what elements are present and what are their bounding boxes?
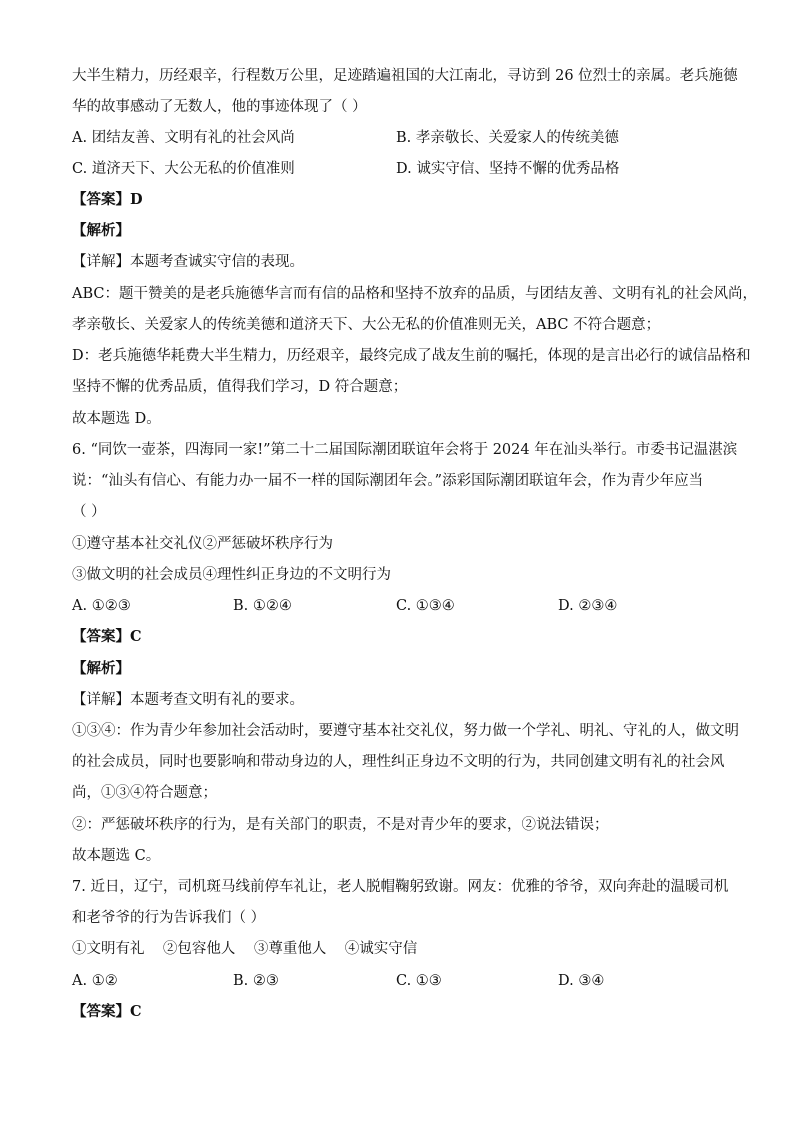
q5-stem-line-1: 大半生精力，历经艰辛，行程数万公里，足迹踏遍祖国的大江南北，寻访到 26 位烈士的亲属。老兵施德 xyxy=(72,68,738,84)
q5-answer: 【答案】D xyxy=(72,191,143,208)
q6-option-b: B. ①②④ xyxy=(233,598,292,614)
q6-analysis-heading: 【解析】 xyxy=(72,660,130,677)
q7-stem-line-1: 7. 近日，辽宁，司机斑马线前停车礼让，老人脱帽鞠躬致谢。网友：优雅的爷爷，双向奔赴的温暖司机 xyxy=(72,879,729,895)
q6-option-d: D. ②③④ xyxy=(558,598,618,614)
q7-items: ①文明有礼 ②包容他人 ③尊重他人 ④诚实守信 xyxy=(72,941,418,957)
q6-explanation-1-line-3: 尚，①③④符合题意； xyxy=(72,785,217,801)
q5-explanation-1-line-1: ABC：题干赞美的是老兵施德华言而有信的品格和坚持不放弃的品质，与团结友善、文明有礼的社会风尚， xyxy=(72,286,757,302)
q5-explanation-2-line-1: D：老兵施德华耗费大半生精力，历经艰辛，最终完成了战友生前的嘱托，体现的是言出必行的诚信品格和 xyxy=(72,348,751,364)
q7-option-c: C. ①③ xyxy=(396,973,442,989)
q6-option-c: C. ①③④ xyxy=(396,598,455,614)
q5-explanation-2-line-2: 坚持不懈的优秀品质，值得我们学习，D 符合题意； xyxy=(72,379,408,395)
q5-detail: 【详解】本题考查诚实守信的表现。 xyxy=(72,254,304,270)
q6-explanation-2-line-1: ②：严惩破坏秩序的行为，是有关部门的职责，不是对青少年的要求，②说法错误； xyxy=(72,817,609,833)
q7-option-a: A. ①② xyxy=(72,973,118,989)
q6-items-line-1: ①遵守基本社交礼仪②严惩破坏秩序行为 xyxy=(72,536,333,552)
q5-option-b: B. 孝亲敬长、关爱家人的传统美德 xyxy=(396,130,619,146)
q5-option-a: A. 团结友善、文明有礼的社会风尚 xyxy=(72,130,295,146)
q6-answer: 【答案】C xyxy=(72,628,142,645)
q7-option-d: D. ③④ xyxy=(558,973,605,989)
q7-option-b: B. ②③ xyxy=(233,973,279,989)
q6-conclusion: 故本题选 C。 xyxy=(72,848,161,864)
q6-items-line-2: ③做文明的社会成员④理性纠正身边的不文明行为 xyxy=(72,567,391,583)
q5-conclusion: 故本题选 D。 xyxy=(72,411,161,427)
q6-option-a: A. ①②③ xyxy=(72,598,131,614)
q5-option-c: C. 道济天下、大公无私的价值准则 xyxy=(72,161,295,177)
q6-stem-line-1: 6. “同饮一壶茶，四海同一家!”第二十二届国际潮团联谊年会将于 2024 年在汕头举行。市委书记温湛滨 xyxy=(72,442,738,458)
q7-answer: 【答案】C xyxy=(72,1003,142,1020)
q6-explanation-1-line-2: 的社会成员，同时也要影响和带动身边的人，理性纠正身边不文明的行为，共同创建文明有礼的社会风 xyxy=(72,754,725,770)
q5-stem-line-2: 华的故事感动了无数人，他的事迹体现了（ ） xyxy=(72,99,367,115)
q5-option-d: D. 诚实守信、坚持不懈的优秀品格 xyxy=(396,161,620,177)
q6-explanation-1-line-1: ①③④：作为青少年参加社会活动时，要遵守基本社交礼仪，努力做一个学礼、明礼、守礼的人，做文明 xyxy=(72,723,739,739)
q5-analysis-heading: 【解析】 xyxy=(72,222,130,239)
q5-explanation-1-line-2: 孝亲敬长、关爱家人的传统美德和道济天下、大公无私的价值准则无关，ABC 不符合题意； xyxy=(72,317,661,333)
q7-stem-line-2: 和老爷爷的行为告诉我们（ ） xyxy=(72,910,266,926)
q6-stem-line-2: 说：“汕头有信心、有能力办一届不一样的国际潮团年会。”添彩国际潮团联谊年会，作为青少年应当 xyxy=(72,473,704,489)
q6-stem-line-3: （ ） xyxy=(72,504,106,520)
q6-detail: 【详解】本题考查文明有礼的要求。 xyxy=(72,692,304,708)
